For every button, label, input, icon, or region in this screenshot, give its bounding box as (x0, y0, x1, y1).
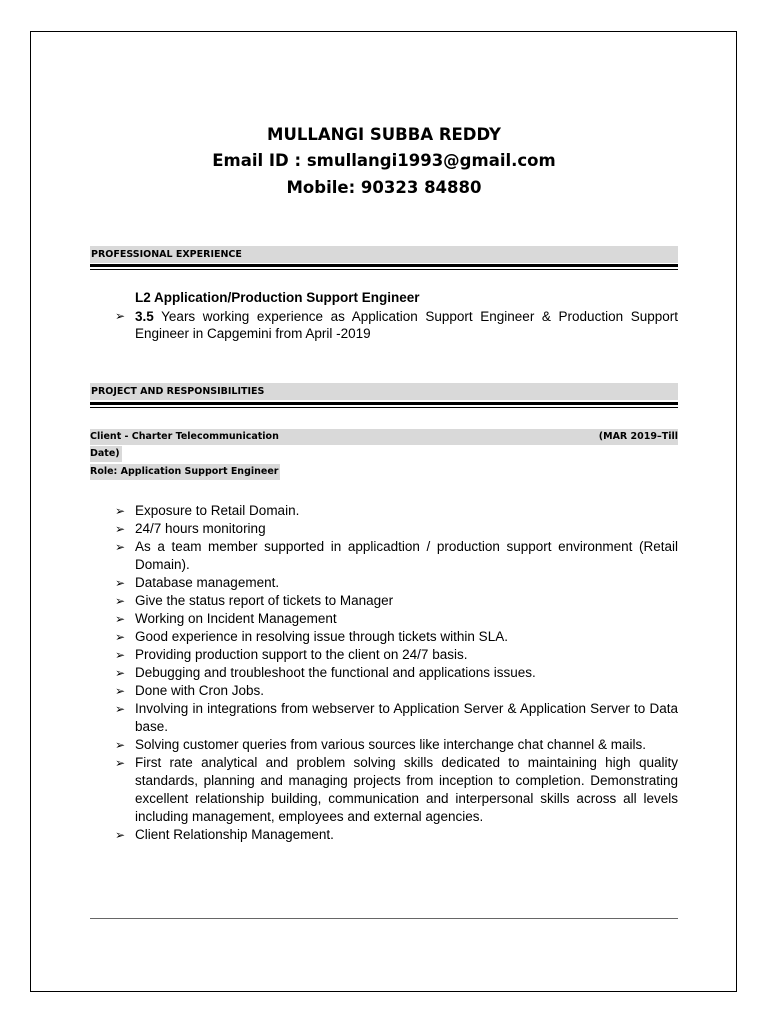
responsibility-item (115, 610, 678, 628)
responsibility-item (115, 520, 678, 538)
arrow-bullet-icon: ➢ (115, 540, 126, 554)
project-date-end: Date) (90, 446, 122, 462)
responsibility-item (115, 574, 678, 592)
arrow-bullet-icon: ➢ (115, 594, 126, 608)
arrow-bullet-icon: ➢ (115, 648, 126, 662)
job-title: L2 Application/Production Support Engineer (135, 290, 420, 305)
experience-text: Years working experience as Application Support Engineer & Production Support Engineer in Capgemini from April -2019 (135, 309, 678, 341)
responsibility-text: Client Relationship Management. (135, 827, 334, 842)
responsibility-text: 24/7 hours monitoring (135, 521, 266, 536)
responsibility-text: Providing production support to the client on 24/7 basis. (135, 647, 468, 662)
section-rule-thin (90, 269, 678, 270)
project-role: Role: Application Support Engineer (90, 464, 280, 480)
arrow-bullet-icon: ➢ (115, 702, 126, 716)
responsibility-text: Working on Incident Management (135, 611, 337, 626)
responsibility-item (115, 754, 678, 826)
responsibility-item (115, 826, 678, 844)
email-line: Email ID : smullangi1993@gmail.com (212, 151, 556, 170)
responsibility-text: Solving customer queries from various sources like interchange chat channel & mails. (135, 737, 646, 752)
arrow-bullet-icon: ➢ (115, 828, 126, 842)
section-rule-thick (90, 264, 678, 267)
responsibility-text: Database management. (135, 575, 280, 590)
arrow-bullet-icon: ➢ (115, 756, 126, 770)
responsibility-item (115, 646, 678, 664)
responsibility-text: As a team member supported in applicadtion / production support environment (Retail Domain). (135, 539, 678, 572)
arrow-bullet-icon: ➢ (115, 576, 126, 590)
arrow-bullet-icon: ➢ (115, 684, 126, 698)
responsibility-text: Good experience in resolving issue through tickets within SLA. (135, 629, 508, 644)
responsibility-item (115, 502, 678, 520)
arrow-bullet-icon: ➢ (115, 522, 126, 536)
client-line (90, 429, 678, 445)
responsibility-text: First rate analytical and problem solving skills dedicated to maintaining high quality standards, planning and managing projects from inception to completion. Demonstrating excellent relationship building, communication and interpersonal skills across all levels including management, employees and external agencies. (135, 755, 678, 824)
client-name: Client - Charter Telecommunication (90, 431, 279, 442)
responsibility-text: Done with Cron Jobs. (135, 683, 265, 698)
responsibility-text: Involving in integrations from webserver to Application Server & Application Server to Data base. (135, 701, 678, 734)
section-rule-thin (90, 407, 678, 408)
arrow-bullet-icon: ➢ (115, 504, 126, 518)
responsibility-item (115, 592, 678, 610)
responsibility-text: Exposure to Retail Domain. (135, 503, 300, 518)
section-rule-thick (90, 402, 678, 405)
mobile-line: Mobile: 90323 84880 (286, 178, 482, 197)
arrow-bullet-icon: ➢ (115, 666, 126, 680)
responsibility-text: Debugging and troubleshoot the functional and applications issues. (135, 665, 536, 680)
arrow-bullet-icon: ➢ (115, 738, 126, 752)
footer-rule (90, 918, 678, 919)
project-date-start: (MAR 2019–Till (598, 431, 678, 442)
responsibility-item (115, 682, 678, 700)
experience-years: 3.5 (135, 309, 154, 324)
arrow-bullet-icon: ➢ (115, 630, 126, 644)
candidate-name: MULLANGI SUBBA REDDY (267, 125, 501, 144)
section-project-responsibilities: PROJECT AND RESPONSIBILITIES (90, 383, 678, 400)
responsibility-item (115, 664, 678, 682)
arrow-bullet-icon: ➢ (115, 612, 126, 626)
responsibility-item (115, 700, 678, 736)
responsibility-text: Give the status report of tickets to Manager (135, 593, 394, 608)
responsibilities-list (115, 502, 678, 844)
responsibility-item (115, 736, 678, 754)
section-professional-experience: PROFESSIONAL EXPERIENCE (90, 246, 678, 263)
responsibility-item (115, 628, 678, 646)
experience-summary (115, 308, 678, 342)
arrow-bullet-icon: ➢ (115, 309, 126, 323)
responsibility-item (115, 538, 678, 574)
